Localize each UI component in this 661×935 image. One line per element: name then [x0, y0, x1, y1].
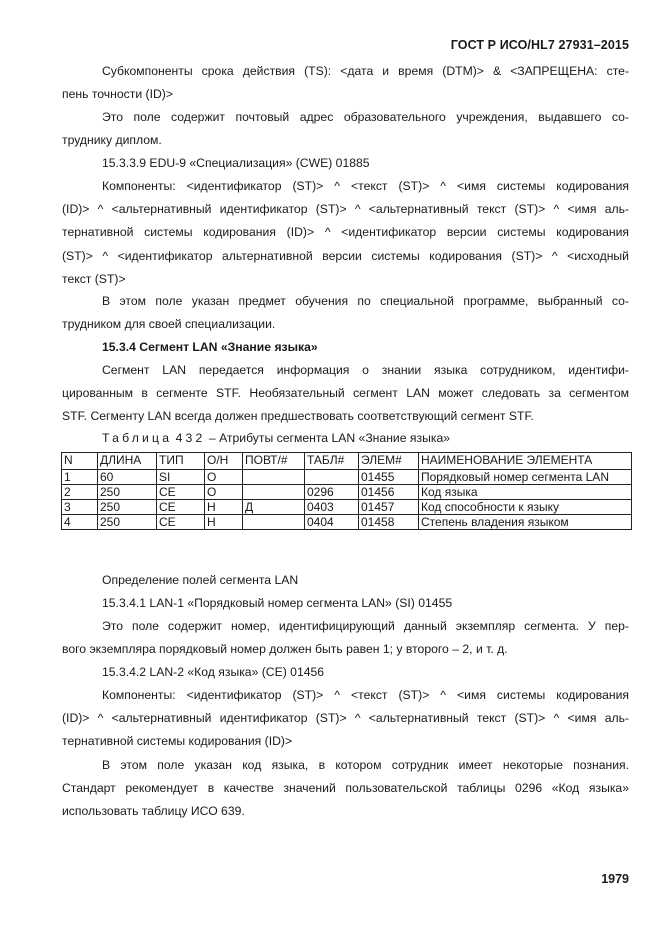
text-line: STF. Сегменту LAN всегда должен предшествовать соответствующий сегмент STF. [62, 409, 534, 424]
table-cell: Н [205, 500, 243, 515]
paragraph-specialization [62, 290, 629, 336]
text-line: текст (ST)> [62, 271, 126, 286]
text-line: труднику диплом. [62, 133, 162, 148]
table-cell: О [205, 485, 243, 500]
table-cell: CE [157, 485, 205, 500]
text-line: (ST)> ^ <идентификатор альтернативной версии системы кодирования (ST)> ^ <исходный [62, 248, 629, 263]
section-heading-edu9 [62, 152, 629, 175]
paragraph-address [62, 106, 629, 152]
table-cell: 01457 [359, 500, 419, 515]
table-cell [243, 470, 305, 485]
paragraph-components-edu9 [62, 175, 629, 291]
table-cell: 0296 [305, 485, 359, 500]
table-cell: CE [157, 515, 205, 530]
text-line: Компоненты: <идентификатор (ST)> ^ <текст (ST)> ^ <имя системы кодирования [102, 179, 629, 193]
column-header: ДЛИНА [98, 453, 157, 470]
text-line: 15.3.4 Сегмент LAN «Знание языка» [102, 340, 318, 354]
table-cell: Д [243, 500, 305, 515]
table-cell: 1 [62, 470, 98, 485]
text-line: цированным в сегменте STF. Необязательный сегмент LAN может следовать за сегментом [62, 386, 629, 401]
paragraph-lan1-description [62, 615, 629, 661]
table-cell: О [205, 470, 243, 485]
column-header: ТАБЛ# [305, 453, 359, 470]
table-cell: SI [157, 470, 205, 485]
section-heading-lan1 [62, 592, 629, 615]
text-line: пень точности (ID)> [62, 87, 173, 102]
table-row [62, 485, 632, 500]
table-cell: 250 [98, 485, 157, 500]
table-cell: 0403 [305, 500, 359, 515]
table-cell: 0404 [305, 515, 359, 530]
text-line: В этом поле указан предмет обучения по специальной программе, выбранный со- [102, 294, 629, 308]
text-line: Сегмент LAN передается информация о знании языка сотрудником, идентифи- [102, 363, 629, 377]
column-header: ЭЛЕМ# [359, 453, 419, 470]
text-line: 15.3.3.9 EDU-9 «Специализация» (CWE) 01885 [102, 156, 370, 170]
table-row [62, 500, 632, 515]
table-cell: 250 [98, 500, 157, 515]
text-line: тернативной системы кодирования (ID)> [62, 734, 293, 749]
table-cell: Код способности к языку [419, 500, 632, 515]
table-cell: 3 [62, 500, 98, 515]
text-line: (ID)> ^ <альтернативный идентификатор (ST)> ^ <альтернативный текст (ST)> ^ <имя аль- [62, 202, 629, 217]
text-line: тернативной системы кодирования (ID)> ^ <идентификатор версии системы кодирования [62, 225, 629, 240]
table-cell [243, 485, 305, 500]
table-caption-word: Таблица [102, 431, 173, 445]
table-caption-text: – Атрибуты сегмента LAN «Знание языка» [208, 431, 450, 445]
table-cell: 01456 [359, 485, 419, 500]
table-cell: Порядковый номер сегмента LAN [419, 470, 632, 485]
text-line: В этом поле указан код языка, в котором сотрудник имеет некоторые познания. [102, 758, 629, 772]
text-line: Стандарт рекомендует в качестве значений пользовательской таблицы 0296 «Код языка» [62, 781, 629, 796]
table-cell: 2 [62, 485, 98, 500]
table-cell: Степень владения языком [419, 515, 632, 530]
table-cell: 250 [98, 515, 157, 530]
table-cell [305, 470, 359, 485]
table-caption-number: 432 [175, 431, 206, 445]
page-header-standard: ГОСТ Р ИСО/HL7 27931–2015 [450, 38, 629, 52]
table-header-row [62, 453, 632, 470]
text-line: Компоненты: <идентификатор (ST)> ^ <текст (ST)> ^ <имя системы кодирования [102, 688, 629, 702]
paragraph-language-code [62, 754, 629, 824]
text-line: использовать таблицу ИСО 639. [62, 804, 245, 819]
table-cell: 01455 [359, 470, 419, 485]
text-line: 15.3.4.2 LAN-2 «Код языка» (CE) 01456 [102, 665, 325, 679]
text-line: 15.3.4.1 LAN-1 «Порядковый номер сегмента LAN» (SI) 01455 [102, 596, 453, 610]
table-caption [102, 428, 450, 448]
table-cell: 60 [98, 470, 157, 485]
column-header: N [62, 453, 98, 470]
text-line: Определение полей сегмента LAN [102, 573, 299, 587]
text-line: Это поле содержит почтовый адрес образовательного учреждения, выдавшего со- [102, 110, 629, 124]
section-heading-lan [62, 336, 629, 359]
column-header: ТИП [157, 453, 205, 470]
table-cell: 01458 [359, 515, 419, 530]
table-cell: Н [205, 515, 243, 530]
text-line: трудником для своей специализации. [62, 317, 276, 332]
table-cell: Код языка [419, 485, 632, 500]
table-cell: CE [157, 500, 205, 515]
section-heading-lan2 [62, 661, 629, 684]
page-number: 1979 [601, 872, 629, 886]
attributes-table [61, 452, 632, 530]
paragraph-field-definitions [62, 569, 629, 592]
text-line: Это поле содержит номер, идентифицирующий данный экземпляр сегмента. У пер- [102, 619, 629, 633]
column-header: НАИМЕНОВАНИЕ ЭЛЕМЕНТА [419, 453, 632, 470]
text-line: (ID)> ^ <альтернативный идентификатор (ST)> ^ <альтернативный текст (ST)> ^ <имя аль- [62, 711, 629, 726]
paragraph-lan-description [62, 359, 629, 429]
table-row [62, 515, 632, 530]
table-row [62, 470, 632, 485]
paragraph-components-lan2 [62, 684, 629, 754]
text-line: Субкомпоненты срока действия (TS): <дата и время (DTM)> & <ЗАПРЕЩЕНА: сте- [102, 64, 629, 78]
text-line: вого экземпляра порядковый номер должен быть равен 1; у второго – 2, и т. д. [62, 642, 508, 657]
paragraph-subcomponents [62, 60, 629, 106]
column-header: ПОВТ/# [243, 453, 305, 470]
column-header: О/Н [205, 453, 243, 470]
table-cell: 4 [62, 515, 98, 530]
table-cell [243, 515, 305, 530]
